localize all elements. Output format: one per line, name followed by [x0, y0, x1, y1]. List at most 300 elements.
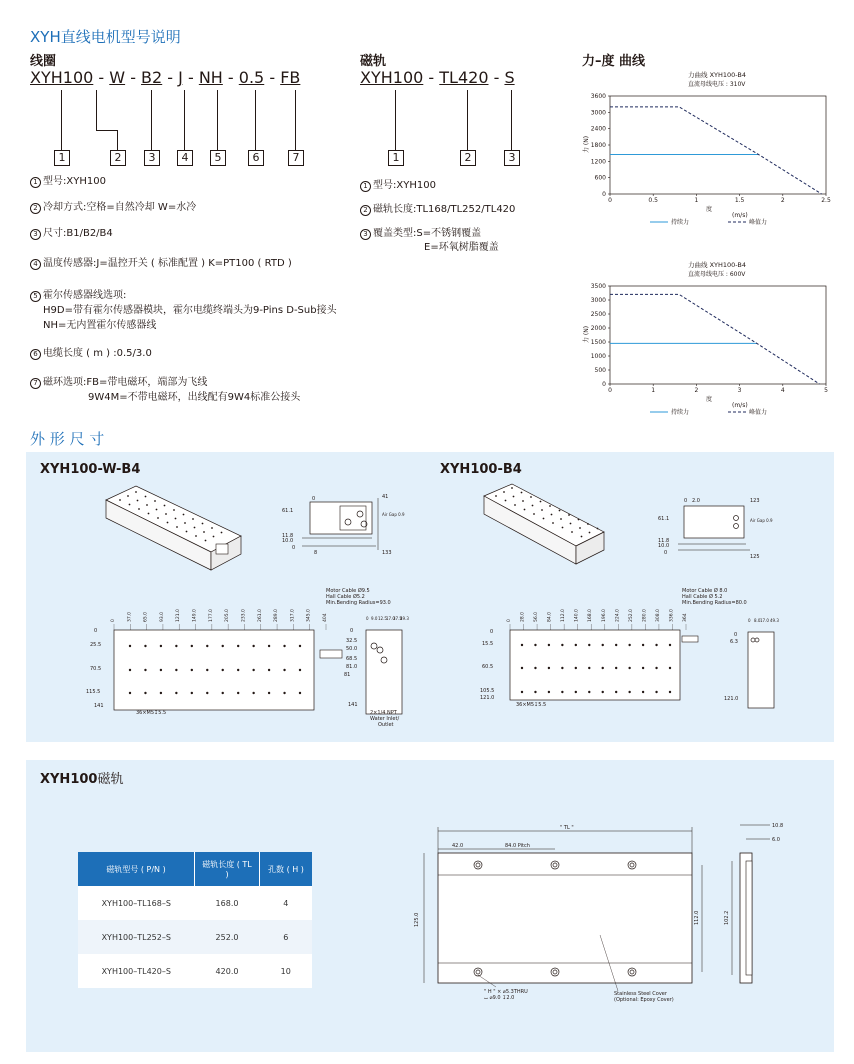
- svg-text:Hall Cable Ø 5.2: Hall Cable Ø 5.2: [682, 594, 723, 600]
- rail-num-3: 3: [504, 150, 520, 166]
- mounting-hole: [543, 518, 545, 520]
- mounting-hole: [562, 527, 564, 529]
- mounting-hole: [602, 691, 604, 693]
- mounting-hole: [589, 532, 591, 534]
- y-axis-label: 力 (N): [583, 325, 590, 343]
- rail-desc-3b: E=环氧树脂覆盖: [424, 242, 499, 253]
- rail-num-2: 2: [460, 150, 476, 166]
- mounting-hole: [588, 691, 590, 693]
- dimensions-heading: 外 形 尺 寸: [30, 430, 105, 448]
- mounting-hole: [237, 692, 239, 694]
- dimension-label: 37.0: [127, 611, 133, 622]
- svg-text:8.0: 8.0: [754, 618, 761, 623]
- mounting-hole: [175, 518, 177, 520]
- mounting-hole: [156, 509, 158, 511]
- left-model-title: XYH100-W-B4: [40, 462, 141, 477]
- svg-text:0: 0: [684, 498, 688, 504]
- x-tick-label: 3: [737, 387, 742, 394]
- rail-num-1: 1: [388, 150, 404, 166]
- dimension-label: 336.0: [669, 609, 675, 622]
- mounting-hole: [283, 669, 285, 671]
- coil-heading: 线圈: [30, 54, 57, 69]
- svg-text:Motor Cable Ø 8.0: Motor Cable Ø 8.0: [682, 588, 728, 594]
- rail-heading: 磁轨: [360, 54, 387, 69]
- dimension-label: 112.0: [561, 609, 567, 622]
- mounting-hole: [206, 692, 208, 694]
- dimension-label: 252.0: [628, 609, 634, 622]
- dimension-label: 289.0: [274, 609, 280, 622]
- curves-heading: 力–度 曲线: [582, 54, 646, 69]
- svg-text:42.0: 42.0: [452, 843, 464, 849]
- svg-text:0: 0: [366, 616, 369, 621]
- right-model-title: XYH100-B4: [440, 462, 522, 477]
- coil-part-2: W: [109, 68, 126, 87]
- dimension-label: 149.0: [192, 609, 198, 622]
- mounting-hole: [615, 667, 617, 669]
- mounting-hole: [176, 526, 178, 528]
- svg-text:36×M5↧5.5: 36×M5↧5.5: [516, 702, 547, 708]
- y-tick-label: 1200: [590, 158, 606, 166]
- mounting-hole: [299, 645, 301, 647]
- mounting-hole: [252, 669, 254, 671]
- rail-part-2: TL420: [439, 68, 489, 87]
- mounting-hole: [222, 669, 224, 671]
- mounting-hole: [144, 669, 146, 671]
- svg-text:61.1: 61.1: [282, 508, 294, 514]
- dimension-label: 404: [323, 613, 328, 622]
- y-tick-label: 1800: [590, 142, 606, 149]
- coil-num-1: 1: [54, 150, 70, 166]
- svg-text:0: 0: [94, 628, 98, 634]
- mounting-hole: [164, 505, 166, 507]
- y-tick-label: 3600: [590, 93, 606, 100]
- coil-desc-1: 1 型号:XYH100: [30, 175, 106, 189]
- svg-text:112.0: 112.0: [694, 910, 700, 925]
- mounting-hole: [206, 669, 208, 671]
- coil-num-3: 3: [144, 150, 160, 166]
- mounting-hole: [575, 644, 577, 646]
- mounting-hole: [561, 667, 563, 669]
- y-tick-label: 3500: [590, 283, 606, 290]
- mounting-hole: [560, 518, 562, 520]
- mounting-hole: [283, 645, 285, 647]
- mounting-hole: [628, 644, 630, 646]
- x-axis-label: 度: [706, 396, 713, 403]
- mounting-hole: [571, 531, 573, 533]
- rail-section-title: XYH100磁轨: [40, 772, 124, 787]
- coil-part-6: 0.5: [238, 68, 265, 87]
- dimension-label: 0: [111, 619, 116, 622]
- mounting-hole: [559, 510, 561, 512]
- svg-text:81: 81: [344, 672, 351, 678]
- chart-subtitle: 直流母线电压 : 600V: [688, 271, 746, 278]
- mounting-hole: [503, 491, 505, 493]
- dimension-label: 84.0: [547, 611, 553, 622]
- svg-text:0: 0: [312, 496, 316, 502]
- svg-text:Water Inlet/: Water Inlet/: [370, 716, 400, 722]
- mounting-hole: [237, 669, 239, 671]
- mounting-hole: [628, 667, 630, 669]
- x-axis-unit: (m/s): [732, 402, 748, 409]
- legend-label-continuous: 持续力: [671, 219, 690, 226]
- dimension-label: 364: [683, 613, 688, 622]
- mounting-hole: [202, 523, 204, 525]
- mounting-hole: [655, 691, 657, 693]
- mounting-hole: [175, 645, 177, 647]
- rail-desc-1: 1 型号:XYH100: [360, 179, 436, 193]
- y-tick-label: 1000: [590, 353, 606, 360]
- mounting-hole: [628, 691, 630, 693]
- mounting-hole: [222, 692, 224, 694]
- mounting-hole: [137, 500, 139, 502]
- coil-desc-5: 5 霍尔传感器线选项:: [30, 289, 126, 303]
- mounting-hole: [283, 692, 285, 694]
- svg-text:Stainless Steel Cover: Stainless Steel Cover: [614, 991, 667, 997]
- coil-part-3: B2: [141, 68, 163, 87]
- mounting-hole: [138, 508, 140, 510]
- mounting-hole: [642, 667, 644, 669]
- svg-text:32.5: 32.5: [346, 638, 358, 644]
- svg-text:11.8: 11.8: [658, 538, 670, 544]
- mounting-hole: [129, 645, 131, 647]
- svg-text:Air Gap 0.9: Air Gap 0.9: [382, 512, 405, 517]
- y-axis-label: 力 (N): [583, 135, 590, 153]
- coil-code: XYH100 - W - B2 - J - NH - 0.5 - FB: [30, 68, 301, 87]
- svg-text:15.5: 15.5: [482, 641, 494, 647]
- mounting-hole: [522, 500, 524, 502]
- table-row: XYH100–TL252–S 252.0 6: [78, 920, 312, 954]
- mounting-hole: [602, 644, 604, 646]
- dimension-label: 280.0: [642, 609, 648, 622]
- mounting-hole: [534, 644, 536, 646]
- rail-table: [78, 852, 312, 988]
- mounting-hole: [602, 667, 604, 669]
- mounting-hole: [160, 669, 162, 671]
- chart-title: 力曲线 XYH100-B4: [688, 71, 746, 79]
- mounting-hole: [129, 669, 131, 671]
- svg-text:Hall Cable Ø5.2: Hall Cable Ø5.2: [326, 594, 365, 600]
- svg-text:⌴ ⌀9.0 ↧2.0: ⌴ ⌀9.0 ↧2.0: [484, 995, 515, 1001]
- mounting-hole: [127, 495, 129, 497]
- dimension-label: 196.0: [601, 609, 607, 622]
- mounting-hole: [268, 645, 270, 647]
- dimension-label: 224.0: [615, 609, 621, 622]
- svg-text:Air Gap 0.9: Air Gap 0.9: [750, 518, 773, 523]
- mounting-hole: [194, 527, 196, 529]
- mounting-hole: [669, 667, 671, 669]
- mounting-hole: [191, 669, 193, 671]
- mounting-hole: [505, 500, 507, 502]
- force-curve-chart-600v: [580, 258, 842, 428]
- svg-text:" H " × ⌀5.3THRU: " H " × ⌀5.3THRU: [484, 989, 528, 995]
- dimension-label: 28.0: [520, 611, 526, 622]
- svg-text:49.3: 49.3: [400, 616, 409, 621]
- mounting-hole: [568, 514, 570, 516]
- y-tick-label: 2400: [590, 125, 606, 133]
- mounting-hole: [160, 692, 162, 694]
- mounting-hole: [551, 514, 553, 516]
- mounting-hole: [175, 669, 177, 671]
- mounting-hole: [655, 667, 657, 669]
- mounting-hole: [540, 501, 542, 503]
- coil-desc-5c: NH=无内置霍尔传感器线: [43, 320, 157, 331]
- mounting-hole: [173, 509, 175, 511]
- mounting-hole: [268, 669, 270, 671]
- mounting-hole: [495, 495, 497, 497]
- legend-label-peak: 峰值力: [749, 219, 768, 226]
- x-axis-label: 度: [706, 206, 713, 213]
- dimension-label: 233.0: [241, 609, 247, 622]
- svg-text:133: 133: [382, 550, 392, 556]
- x-tick-label: 1: [651, 387, 656, 394]
- mounting-hole: [205, 540, 207, 542]
- motor-w-side-view: [340, 610, 420, 730]
- coil-desc-2: 2 冷却方式:空格=自然冷却 W=水冷: [30, 201, 196, 215]
- mounting-hole: [146, 504, 148, 506]
- mounting-hole: [548, 644, 550, 646]
- mounting-hole: [221, 532, 223, 534]
- svg-text:141: 141: [94, 703, 104, 709]
- rail-table-wrap: [78, 852, 312, 988]
- svg-text:123: 123: [750, 498, 760, 504]
- svg-text:25.5: 25.5: [90, 642, 102, 648]
- coil-num-5: 5: [210, 150, 226, 166]
- dimension-label: 56.0: [534, 611, 540, 622]
- svg-text:0: 0: [350, 628, 354, 634]
- svg-text:41: 41: [382, 494, 389, 500]
- mounting-hole: [534, 691, 536, 693]
- y-tick-label: 1500: [590, 339, 606, 346]
- mounting-hole: [191, 645, 193, 647]
- coil-part-7: FB: [280, 68, 301, 87]
- mounting-hole: [192, 518, 194, 520]
- svg-text:84.0 Pitch: 84.0 Pitch: [505, 843, 530, 849]
- svg-text:17.0: 17.0: [760, 618, 769, 623]
- chart-title: 力曲线 XYH100-B4: [688, 261, 746, 269]
- mounting-hole: [588, 644, 590, 646]
- svg-text:6.3: 6.3: [730, 639, 738, 645]
- mounting-hole: [184, 522, 186, 524]
- mounting-hole: [597, 528, 599, 530]
- legend-label-peak: 峰值力: [749, 409, 768, 416]
- dimension-label: 205.0: [225, 609, 231, 622]
- mounting-hole: [669, 644, 671, 646]
- svg-text:36×M5↧5.5: 36×M5↧5.5: [136, 710, 167, 716]
- svg-text:121.0: 121.0: [480, 695, 495, 701]
- svg-text:10.0: 10.0: [658, 543, 670, 549]
- mounting-hole: [533, 513, 535, 515]
- svg-text:49.3: 49.3: [770, 618, 779, 623]
- coil-desc-5b: H9D=带有霍尔传感器模块，霍尔电缆终端头为9-Pins D-Sub接头: [43, 305, 337, 316]
- svg-text:115.5: 115.5: [86, 689, 101, 695]
- x-tick-label: 4: [780, 387, 785, 394]
- svg-text:Min.Bending Radius=93.0: Min.Bending Radius=93.0: [326, 600, 391, 606]
- svg-text:12.5: 12.5: [378, 616, 387, 621]
- motor-iso-drawing: [474, 478, 614, 578]
- mounting-hole: [145, 496, 147, 498]
- svg-text:0: 0: [748, 618, 751, 623]
- mounting-hole: [511, 487, 513, 489]
- mounting-hole: [119, 499, 121, 501]
- x-axis-unit: (m/s): [732, 212, 748, 219]
- mounting-hole: [615, 644, 617, 646]
- mounting-hole: [524, 509, 526, 511]
- mounting-hole: [213, 536, 215, 538]
- svg-text:Min.Bending Radius=80.0: Min.Bending Radius=80.0: [682, 600, 747, 606]
- mounting-hole: [191, 692, 193, 694]
- rail-part-1: XYH100: [360, 68, 424, 87]
- mounting-hole: [534, 667, 536, 669]
- svg-text:2×1/4 NPT: 2×1/4 NPT: [370, 710, 397, 716]
- svg-text:121.0: 121.0: [724, 696, 739, 702]
- x-tick-label: 5: [824, 387, 828, 394]
- coil-num-6: 6: [248, 150, 264, 166]
- coil-desc-3: 3 尺寸:B1/B2/B4: [30, 227, 113, 241]
- mounting-hole: [268, 692, 270, 694]
- motor-end-view: [654, 492, 774, 562]
- mounting-hole: [160, 645, 162, 647]
- svg-text:0: 0: [490, 629, 494, 635]
- x-tick-label: 2: [694, 387, 699, 394]
- legend-label-continuous: 持续力: [671, 409, 690, 416]
- mounting-hole: [157, 517, 159, 519]
- coil-num-7: 7: [288, 150, 304, 166]
- mounting-hole: [575, 691, 577, 693]
- mounting-hole: [588, 667, 590, 669]
- svg-text:141: 141: [348, 702, 358, 708]
- mounting-hole: [513, 496, 515, 498]
- mounting-hole: [581, 536, 583, 538]
- x-tick-label: 2: [780, 197, 785, 204]
- svg-text:0: 0: [292, 545, 296, 551]
- dimension-label: 345.0: [306, 609, 312, 622]
- svg-text:60.5: 60.5: [482, 664, 494, 670]
- svg-text:68.5: 68.5: [346, 656, 358, 662]
- mounting-hole: [561, 691, 563, 693]
- coil-part-1: XYH100: [30, 68, 94, 87]
- svg-text:9.0: 9.0: [371, 616, 378, 621]
- svg-text:0: 0: [734, 632, 738, 638]
- mounting-hole: [530, 496, 532, 498]
- svg-text:10.0: 10.0: [282, 538, 294, 544]
- mounting-hole: [514, 504, 516, 506]
- mounting-hole: [570, 523, 572, 525]
- mounting-hole: [561, 644, 563, 646]
- mounting-hole: [129, 692, 131, 694]
- mounting-hole: [144, 645, 146, 647]
- motor-w-end-view: [278, 490, 405, 560]
- mounting-hole: [575, 667, 577, 669]
- mounting-hole: [642, 644, 644, 646]
- coil-desc-7: 7 磁环选项:FB=带电磁环，端部为飞线: [30, 376, 207, 390]
- dimension-label: 261.0: [257, 609, 263, 622]
- y-tick-label: 2000: [590, 325, 606, 332]
- coil-num-4: 4: [177, 150, 193, 166]
- x-tick-label: 0.5: [648, 197, 658, 204]
- svg-text:(Optional: Epoxy Cover): (Optional: Epoxy Cover): [614, 997, 674, 1003]
- y-tick-label: 600: [594, 174, 606, 182]
- rail-drawing: [400, 815, 820, 1015]
- dimension-label: 317.0: [290, 609, 296, 622]
- y-tick-label: 3000: [590, 109, 606, 117]
- dimension-label: 308.0: [655, 609, 661, 622]
- svg-text:125: 125: [750, 554, 760, 560]
- mounting-hole: [203, 531, 205, 533]
- rail-table-header-h: 孔数 ( H ): [260, 852, 313, 886]
- svg-text:10.8: 10.8: [772, 823, 784, 829]
- x-tick-label: 1.5: [734, 197, 745, 204]
- y-tick-label: 500: [594, 367, 606, 374]
- svg-text:2.0: 2.0: [692, 498, 700, 504]
- x-tick-label: 0: [608, 387, 612, 394]
- mounting-hole: [541, 509, 543, 511]
- mounting-hole: [549, 505, 551, 507]
- mounting-hole: [148, 513, 150, 515]
- coil-desc-4: 4 温度传感器:J=温控开关 ( 标准配置 ) K=PT100 ( RTD ): [30, 257, 292, 271]
- coil-desc-7b: 9W4M=不带电磁环，出线配有9W4标准公接头: [88, 392, 301, 403]
- coil-desc-6: 6 电缆长度 ( m ) :0.5/3.0: [30, 347, 152, 361]
- svg-text:11.8: 11.8: [282, 533, 294, 539]
- mounting-hole: [587, 523, 589, 525]
- svg-text:8: 8: [314, 550, 318, 556]
- mounting-hole: [252, 692, 254, 694]
- mounting-hole: [578, 519, 580, 521]
- svg-text:81.0: 81.0: [346, 664, 358, 670]
- mounting-hole: [579, 527, 581, 529]
- mounting-hole: [521, 667, 523, 669]
- mounting-hole: [167, 522, 169, 524]
- mounting-hole: [521, 644, 523, 646]
- svg-text:125.0: 125.0: [414, 912, 420, 927]
- coil-part-5: NH: [198, 68, 223, 87]
- coil-num-2: 2: [110, 150, 126, 166]
- mounting-hole: [165, 513, 167, 515]
- rail-table-header-pn: 磁轨型号 ( P/N ): [78, 852, 195, 886]
- x-tick-label: 0: [608, 197, 612, 204]
- dimension-label: 140.0: [574, 609, 580, 622]
- motor-w-iso-drawing: [96, 480, 246, 580]
- mounting-hole: [237, 645, 239, 647]
- y-tick-label: 0: [602, 191, 606, 198]
- mounting-hole: [195, 535, 197, 537]
- mounting-hole: [135, 491, 137, 493]
- mounting-hole: [222, 645, 224, 647]
- svg-text:" TL ": " TL ": [560, 825, 574, 831]
- mounting-hole: [521, 691, 523, 693]
- rail-desc-2: 2 磁轨长度:TL168/TL252/TL420: [360, 203, 515, 217]
- mounting-hole: [252, 645, 254, 647]
- svg-text:6.0: 6.0: [772, 837, 780, 843]
- svg-text:0: 0: [664, 550, 668, 556]
- y-tick-label: 0: [602, 381, 606, 388]
- mounting-hole: [669, 691, 671, 693]
- mounting-hole: [144, 692, 146, 694]
- dimension-label: 177.0: [208, 609, 214, 622]
- motor-side-view: [720, 612, 800, 712]
- mounting-hole: [299, 669, 301, 671]
- mounting-hole: [183, 514, 185, 516]
- dimension-label: 93.0: [159, 611, 165, 622]
- mounting-hole: [206, 645, 208, 647]
- dimension-label: 0: [507, 619, 512, 622]
- svg-text:37.5: 37.5: [393, 616, 402, 621]
- svg-text:Motor Cable Ø9.5: Motor Cable Ø9.5: [326, 588, 370, 594]
- mounting-hole: [154, 500, 156, 502]
- mounting-hole: [548, 667, 550, 669]
- table-row: XYH100–TL420–S 420.0 10: [78, 954, 312, 988]
- svg-text:105.5: 105.5: [480, 688, 495, 694]
- mounting-hole: [186, 531, 188, 533]
